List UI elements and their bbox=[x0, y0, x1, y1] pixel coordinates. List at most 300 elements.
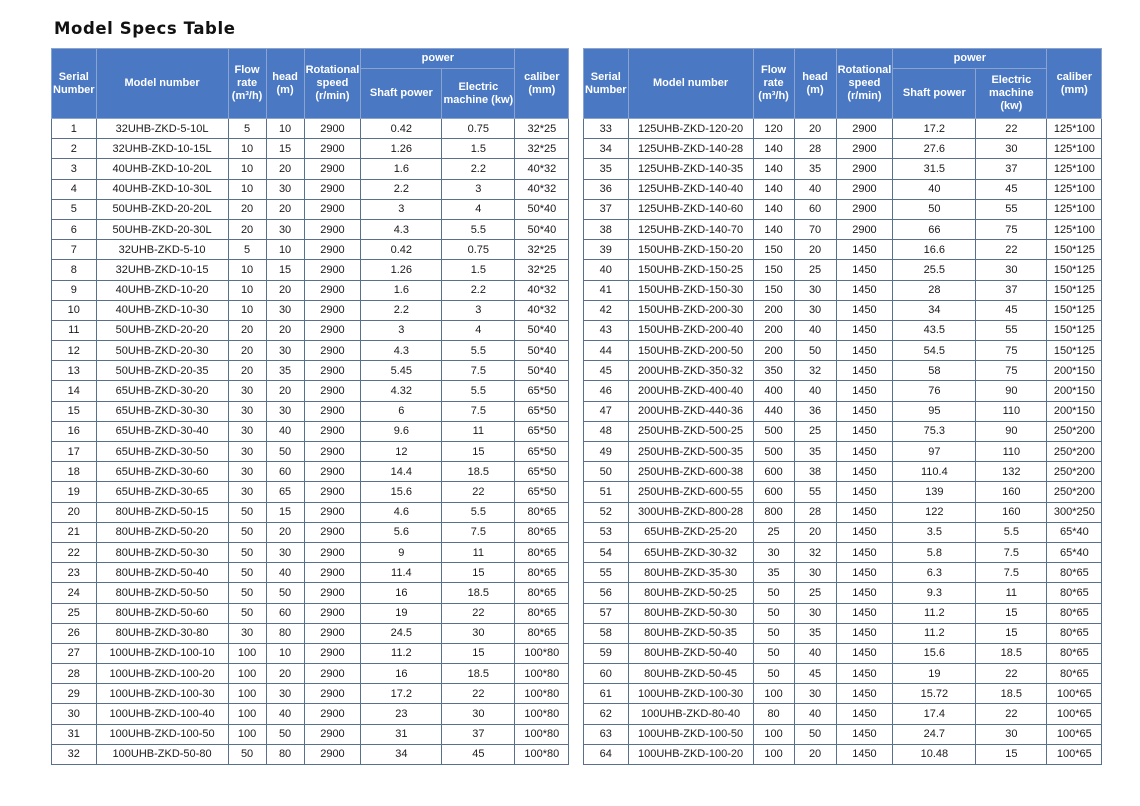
cell-head: 60 bbox=[266, 603, 304, 623]
cell-caliber: 65*50 bbox=[515, 401, 569, 421]
cell-caliber: 80*65 bbox=[515, 542, 569, 562]
cell-model: 65UHB-ZKD-30-30 bbox=[96, 401, 228, 421]
cell-rotation: 2900 bbox=[304, 381, 361, 401]
cell-shaft-power: 11.2 bbox=[893, 603, 976, 623]
cell-model: 65UHB-ZKD-30-20 bbox=[96, 381, 228, 401]
cell-electric-machine: 132 bbox=[976, 462, 1047, 482]
cell-electric-machine: 37 bbox=[976, 280, 1047, 300]
cell-rotation: 1450 bbox=[836, 643, 893, 663]
cell-caliber: 150*125 bbox=[1047, 300, 1102, 320]
table-row bbox=[52, 240, 569, 260]
table-row bbox=[584, 482, 1102, 502]
cell-shaft-power: 12 bbox=[361, 442, 442, 462]
cell-caliber: 100*65 bbox=[1047, 704, 1102, 724]
cell-rotation: 1450 bbox=[836, 341, 893, 361]
cell-flow: 100 bbox=[228, 724, 266, 744]
cell-serial: 35 bbox=[584, 159, 629, 179]
table-row bbox=[584, 119, 1102, 139]
cell-model: 125UHB-ZKD-120-20 bbox=[628, 119, 753, 139]
cell-caliber: 80*65 bbox=[515, 583, 569, 603]
cell-electric-machine: 30 bbox=[442, 704, 515, 724]
cell-model: 40UHB-ZKD-10-30 bbox=[96, 300, 228, 320]
cell-rotation: 1450 bbox=[836, 522, 893, 542]
cell-caliber: 65*50 bbox=[515, 462, 569, 482]
cell-electric-machine: 15 bbox=[976, 603, 1047, 623]
cell-electric-machine: 22 bbox=[442, 482, 515, 502]
cell-head: 35 bbox=[266, 361, 304, 381]
cell-model: 150UHB-ZKD-200-40 bbox=[628, 320, 753, 340]
table-row bbox=[52, 623, 569, 643]
cell-shaft-power: 5.6 bbox=[361, 522, 442, 542]
cell-flow: 100 bbox=[228, 664, 266, 684]
cell-caliber: 80*65 bbox=[515, 603, 569, 623]
cell-electric-machine: 22 bbox=[442, 684, 515, 704]
cell-model: 125UHB-ZKD-140-40 bbox=[628, 179, 753, 199]
cell-model: 50UHB-ZKD-20-20 bbox=[96, 320, 228, 340]
cell-flow: 200 bbox=[753, 320, 794, 340]
cell-model: 80UHB-ZKD-50-60 bbox=[96, 603, 228, 623]
cell-head: 70 bbox=[794, 219, 836, 239]
cell-head: 30 bbox=[266, 341, 304, 361]
cell-head: 60 bbox=[794, 199, 836, 219]
cell-flow: 5 bbox=[228, 240, 266, 260]
table-row bbox=[584, 421, 1102, 441]
cell-head: 40 bbox=[794, 320, 836, 340]
cell-head: 40 bbox=[794, 643, 836, 663]
cell-model: 65UHB-ZKD-30-65 bbox=[96, 482, 228, 502]
cell-electric-machine: 22 bbox=[976, 664, 1047, 684]
cell-rotation: 2900 bbox=[304, 159, 361, 179]
cell-flow: 100 bbox=[753, 744, 794, 764]
cell-shaft-power: 11.4 bbox=[361, 563, 442, 583]
cell-model: 80UHB-ZKD-35-30 bbox=[628, 563, 753, 583]
cell-caliber: 40*32 bbox=[515, 179, 569, 199]
cell-rotation: 2900 bbox=[304, 522, 361, 542]
cell-electric-machine: 5.5 bbox=[976, 522, 1047, 542]
cell-electric-machine: 5.5 bbox=[442, 381, 515, 401]
table-row bbox=[584, 139, 1102, 159]
cell-model: 100UHB-ZKD-100-30 bbox=[628, 684, 753, 704]
cell-flow: 150 bbox=[753, 280, 794, 300]
cell-serial: 32 bbox=[52, 744, 97, 764]
cell-electric-machine: 5.5 bbox=[442, 219, 515, 239]
cell-model: 40UHB-ZKD-10-20 bbox=[96, 280, 228, 300]
cell-electric-machine: 11 bbox=[442, 542, 515, 562]
cell-caliber: 100*65 bbox=[1047, 684, 1102, 704]
cell-electric-machine: 2.2 bbox=[442, 280, 515, 300]
table-row bbox=[52, 199, 569, 219]
cell-electric-machine: 18.5 bbox=[442, 583, 515, 603]
table-row bbox=[584, 623, 1102, 643]
cell-flow: 30 bbox=[228, 623, 266, 643]
cell-serial: 60 bbox=[584, 664, 629, 684]
cell-caliber: 100*80 bbox=[515, 724, 569, 744]
cell-flow: 50 bbox=[753, 664, 794, 684]
table-row bbox=[52, 583, 569, 603]
table-row bbox=[52, 401, 569, 421]
cell-flow: 30 bbox=[228, 401, 266, 421]
header-caliber: caliber (mm) bbox=[1047, 49, 1102, 119]
cell-rotation: 2900 bbox=[304, 300, 361, 320]
cell-model: 32UHB-ZKD-5-10L bbox=[96, 119, 228, 139]
table-row bbox=[52, 704, 569, 724]
cell-caliber: 100*80 bbox=[515, 664, 569, 684]
cell-rotation: 2900 bbox=[304, 744, 361, 764]
cell-caliber: 40*32 bbox=[515, 159, 569, 179]
cell-model: 100UHB-ZKD-100-50 bbox=[96, 724, 228, 744]
cell-caliber: 80*65 bbox=[515, 623, 569, 643]
cell-rotation: 1450 bbox=[836, 260, 893, 280]
cell-serial: 4 bbox=[52, 179, 97, 199]
cell-model: 125UHB-ZKD-140-60 bbox=[628, 199, 753, 219]
cell-serial: 63 bbox=[584, 724, 629, 744]
cell-flow: 10 bbox=[228, 179, 266, 199]
cell-head: 30 bbox=[794, 684, 836, 704]
cell-shaft-power: 122 bbox=[893, 502, 976, 522]
cell-electric-machine: 18.5 bbox=[976, 643, 1047, 663]
cell-head: 20 bbox=[266, 320, 304, 340]
cell-head: 50 bbox=[266, 583, 304, 603]
table-row bbox=[584, 240, 1102, 260]
cell-head: 30 bbox=[794, 603, 836, 623]
cell-shaft-power: 3.5 bbox=[893, 522, 976, 542]
cell-model: 250UHB-ZKD-600-38 bbox=[628, 462, 753, 482]
cell-head: 30 bbox=[266, 179, 304, 199]
cell-serial: 2 bbox=[52, 139, 97, 159]
cell-model: 150UHB-ZKD-200-50 bbox=[628, 341, 753, 361]
header-electric-machine: Electric machine (kw) bbox=[442, 69, 515, 119]
cell-electric-machine: 110 bbox=[976, 442, 1047, 462]
cell-serial: 24 bbox=[52, 583, 97, 603]
cell-flow: 20 bbox=[228, 320, 266, 340]
cell-model: 80UHB-ZKD-50-40 bbox=[96, 563, 228, 583]
cell-head: 50 bbox=[266, 442, 304, 462]
cell-head: 20 bbox=[794, 119, 836, 139]
cell-caliber: 50*40 bbox=[515, 320, 569, 340]
table-row bbox=[52, 219, 569, 239]
cell-rotation: 1450 bbox=[836, 320, 893, 340]
header-serial-number: Serial Number bbox=[52, 49, 97, 119]
cell-rotation: 1450 bbox=[836, 603, 893, 623]
cell-serial: 30 bbox=[52, 704, 97, 724]
cell-rotation: 1450 bbox=[836, 280, 893, 300]
cell-rotation: 1450 bbox=[836, 401, 893, 421]
table-row bbox=[584, 583, 1102, 603]
cell-model: 200UHB-ZKD-350-32 bbox=[628, 361, 753, 381]
cell-caliber: 125*100 bbox=[1047, 159, 1102, 179]
cell-electric-machine: 22 bbox=[976, 119, 1047, 139]
cell-electric-machine: 7.5 bbox=[442, 522, 515, 542]
cell-flow: 440 bbox=[753, 401, 794, 421]
table-row bbox=[584, 260, 1102, 280]
cell-rotation: 2900 bbox=[304, 280, 361, 300]
cell-model: 80UHB-ZKD-50-50 bbox=[96, 583, 228, 603]
cell-serial: 10 bbox=[52, 300, 97, 320]
cell-rotation: 2900 bbox=[304, 603, 361, 623]
cell-shaft-power: 58 bbox=[893, 361, 976, 381]
cell-model: 80UHB-ZKD-50-30 bbox=[628, 603, 753, 623]
cell-electric-machine: 160 bbox=[976, 482, 1047, 502]
cell-serial: 26 bbox=[52, 623, 97, 643]
cell-model: 80UHB-ZKD-50-25 bbox=[628, 583, 753, 603]
cell-head: 15 bbox=[266, 502, 304, 522]
cell-electric-machine: 22 bbox=[442, 603, 515, 623]
cell-rotation: 2900 bbox=[304, 664, 361, 684]
cell-serial: 16 bbox=[52, 421, 97, 441]
cell-shaft-power: 66 bbox=[893, 219, 976, 239]
cell-model: 200UHB-ZKD-440-36 bbox=[628, 401, 753, 421]
cell-caliber: 32*25 bbox=[515, 139, 569, 159]
cell-shaft-power: 15.6 bbox=[361, 482, 442, 502]
table-row bbox=[52, 744, 569, 764]
cell-caliber: 80*65 bbox=[1047, 643, 1102, 663]
cell-shaft-power: 2.2 bbox=[361, 179, 442, 199]
cell-serial: 51 bbox=[584, 482, 629, 502]
table-row bbox=[584, 603, 1102, 623]
cell-flow: 50 bbox=[228, 563, 266, 583]
table-row bbox=[584, 643, 1102, 663]
cell-flow: 10 bbox=[228, 159, 266, 179]
table-row bbox=[52, 684, 569, 704]
cell-serial: 17 bbox=[52, 442, 97, 462]
table-row bbox=[584, 159, 1102, 179]
cell-shaft-power: 17.2 bbox=[361, 684, 442, 704]
cell-caliber: 65*40 bbox=[1047, 522, 1102, 542]
cell-shaft-power: 31 bbox=[361, 724, 442, 744]
cell-shaft-power: 34 bbox=[361, 744, 442, 764]
cell-rotation: 1450 bbox=[836, 300, 893, 320]
cell-model: 65UHB-ZKD-30-40 bbox=[96, 421, 228, 441]
specs-table-left bbox=[51, 48, 569, 765]
cell-serial: 27 bbox=[52, 643, 97, 663]
cell-head: 45 bbox=[794, 664, 836, 684]
cell-caliber: 80*65 bbox=[1047, 603, 1102, 623]
cell-model: 125UHB-ZKD-140-70 bbox=[628, 219, 753, 239]
cell-shaft-power: 50 bbox=[893, 199, 976, 219]
table-row bbox=[584, 280, 1102, 300]
cell-caliber: 250*200 bbox=[1047, 442, 1102, 462]
cell-serial: 34 bbox=[584, 139, 629, 159]
cell-model: 32UHB-ZKD-5-10 bbox=[96, 240, 228, 260]
cell-shaft-power: 6.3 bbox=[893, 563, 976, 583]
cell-flow: 30 bbox=[228, 381, 266, 401]
cell-flow: 80 bbox=[753, 704, 794, 724]
cell-shaft-power: 1.26 bbox=[361, 260, 442, 280]
header-shaft-power: Shaft power bbox=[893, 69, 976, 119]
cell-flow: 10 bbox=[228, 300, 266, 320]
cell-flow: 200 bbox=[753, 341, 794, 361]
cell-caliber: 80*65 bbox=[515, 522, 569, 542]
cell-shaft-power: 4.3 bbox=[361, 341, 442, 361]
cell-shaft-power: 1.26 bbox=[361, 139, 442, 159]
cell-serial: 15 bbox=[52, 401, 97, 421]
specs-table-right bbox=[583, 48, 1102, 765]
cell-electric-machine: 22 bbox=[976, 240, 1047, 260]
cell-serial: 64 bbox=[584, 744, 629, 764]
cell-caliber: 50*40 bbox=[515, 199, 569, 219]
cell-caliber: 50*40 bbox=[515, 219, 569, 239]
cell-shaft-power: 97 bbox=[893, 442, 976, 462]
cell-electric-machine: 90 bbox=[976, 381, 1047, 401]
cell-serial: 59 bbox=[584, 643, 629, 663]
cell-caliber: 200*150 bbox=[1047, 401, 1102, 421]
cell-serial: 49 bbox=[584, 442, 629, 462]
cell-rotation: 1450 bbox=[836, 361, 893, 381]
cell-model: 200UHB-ZKD-400-40 bbox=[628, 381, 753, 401]
cell-serial: 25 bbox=[52, 603, 97, 623]
cell-shaft-power: 28 bbox=[893, 280, 976, 300]
cell-electric-machine: 1.5 bbox=[442, 260, 515, 280]
header-model-number: Model number bbox=[628, 49, 753, 119]
cell-caliber: 100*80 bbox=[515, 704, 569, 724]
cell-rotation: 2900 bbox=[836, 119, 893, 139]
cell-shaft-power: 4.32 bbox=[361, 381, 442, 401]
table-row bbox=[52, 341, 569, 361]
cell-flow: 500 bbox=[753, 442, 794, 462]
cell-electric-machine: 15 bbox=[976, 623, 1047, 643]
cell-shaft-power: 17.4 bbox=[893, 704, 976, 724]
cell-electric-machine: 75 bbox=[976, 219, 1047, 239]
cell-rotation: 2900 bbox=[304, 260, 361, 280]
cell-model: 80UHB-ZKD-50-40 bbox=[628, 643, 753, 663]
cell-flow: 30 bbox=[228, 442, 266, 462]
header-head: head (m) bbox=[266, 49, 304, 119]
cell-rotation: 2900 bbox=[304, 643, 361, 663]
table-row bbox=[584, 381, 1102, 401]
cell-head: 15 bbox=[266, 260, 304, 280]
table-row bbox=[52, 280, 569, 300]
cell-rotation: 1450 bbox=[836, 421, 893, 441]
cell-electric-machine: 75 bbox=[976, 341, 1047, 361]
cell-flow: 200 bbox=[753, 300, 794, 320]
cell-caliber: 40*32 bbox=[515, 300, 569, 320]
cell-caliber: 150*125 bbox=[1047, 320, 1102, 340]
cell-flow: 30 bbox=[228, 421, 266, 441]
cell-rotation: 2900 bbox=[836, 159, 893, 179]
cell-model: 100UHB-ZKD-100-50 bbox=[628, 724, 753, 744]
cell-serial: 56 bbox=[584, 583, 629, 603]
cell-caliber: 100*80 bbox=[515, 684, 569, 704]
cell-shaft-power: 19 bbox=[361, 603, 442, 623]
cell-electric-machine: 15 bbox=[976, 744, 1047, 764]
cell-shaft-power: 43.5 bbox=[893, 320, 976, 340]
cell-rotation: 2900 bbox=[304, 704, 361, 724]
cell-rotation: 2900 bbox=[304, 442, 361, 462]
cell-electric-machine: 30 bbox=[976, 260, 1047, 280]
cell-head: 32 bbox=[794, 542, 836, 562]
cell-model: 100UHB-ZKD-100-40 bbox=[96, 704, 228, 724]
cell-model: 150UHB-ZKD-150-30 bbox=[628, 280, 753, 300]
cell-head: 40 bbox=[266, 563, 304, 583]
cell-shaft-power: 11.2 bbox=[361, 643, 442, 663]
cell-caliber: 125*100 bbox=[1047, 119, 1102, 139]
cell-flow: 30 bbox=[228, 462, 266, 482]
cell-serial: 54 bbox=[584, 542, 629, 562]
cell-model: 50UHB-ZKD-20-30 bbox=[96, 341, 228, 361]
cell-head: 20 bbox=[794, 744, 836, 764]
cell-flow: 100 bbox=[228, 684, 266, 704]
cell-electric-machine: 11 bbox=[442, 421, 515, 441]
cell-model: 80UHB-ZKD-50-35 bbox=[628, 623, 753, 643]
cell-caliber: 150*125 bbox=[1047, 240, 1102, 260]
cell-rotation: 1450 bbox=[836, 482, 893, 502]
cell-head: 35 bbox=[794, 623, 836, 643]
cell-head: 80 bbox=[266, 623, 304, 643]
cell-electric-machine: 15 bbox=[442, 643, 515, 663]
cell-caliber: 80*65 bbox=[1047, 623, 1102, 643]
cell-serial: 41 bbox=[584, 280, 629, 300]
cell-flow: 50 bbox=[753, 643, 794, 663]
cell-flow: 50 bbox=[753, 583, 794, 603]
cell-head: 20 bbox=[266, 159, 304, 179]
cell-rotation: 1450 bbox=[836, 563, 893, 583]
cell-rotation: 1450 bbox=[836, 442, 893, 462]
cell-model: 150UHB-ZKD-150-25 bbox=[628, 260, 753, 280]
cell-serial: 20 bbox=[52, 502, 97, 522]
table-row bbox=[52, 159, 569, 179]
cell-flow: 140 bbox=[753, 199, 794, 219]
cell-serial: 62 bbox=[584, 704, 629, 724]
cell-shaft-power: 0.42 bbox=[361, 119, 442, 139]
cell-serial: 13 bbox=[52, 361, 97, 381]
cell-rotation: 2900 bbox=[304, 199, 361, 219]
cell-head: 30 bbox=[266, 542, 304, 562]
cell-shaft-power: 9.6 bbox=[361, 421, 442, 441]
cell-rotation: 2900 bbox=[304, 623, 361, 643]
cell-head: 30 bbox=[266, 300, 304, 320]
cell-head: 20 bbox=[266, 280, 304, 300]
cell-electric-machine: 90 bbox=[976, 421, 1047, 441]
cell-serial: 61 bbox=[584, 684, 629, 704]
cell-rotation: 2900 bbox=[304, 139, 361, 159]
table-row bbox=[584, 361, 1102, 381]
cell-electric-machine: 5.5 bbox=[442, 341, 515, 361]
table-row bbox=[52, 320, 569, 340]
cell-rotation: 2900 bbox=[304, 119, 361, 139]
cell-serial: 31 bbox=[52, 724, 97, 744]
cell-electric-machine: 3 bbox=[442, 179, 515, 199]
cell-rotation: 1450 bbox=[836, 623, 893, 643]
cell-head: 20 bbox=[266, 199, 304, 219]
cell-rotation: 1450 bbox=[836, 744, 893, 764]
cell-electric-machine: 160 bbox=[976, 502, 1047, 522]
cell-electric-machine: 2.2 bbox=[442, 159, 515, 179]
cell-rotation: 2900 bbox=[304, 563, 361, 583]
cell-rotation: 2900 bbox=[304, 724, 361, 744]
cell-serial: 6 bbox=[52, 219, 97, 239]
cell-model: 80UHB-ZKD-30-80 bbox=[96, 623, 228, 643]
table-row bbox=[584, 442, 1102, 462]
table-row bbox=[584, 704, 1102, 724]
cell-caliber: 100*80 bbox=[515, 643, 569, 663]
cell-shaft-power: 4.3 bbox=[361, 219, 442, 239]
cell-serial: 55 bbox=[584, 563, 629, 583]
cell-serial: 23 bbox=[52, 563, 97, 583]
cell-head: 30 bbox=[266, 684, 304, 704]
cell-caliber: 125*100 bbox=[1047, 179, 1102, 199]
cell-head: 25 bbox=[794, 260, 836, 280]
cell-serial: 53 bbox=[584, 522, 629, 542]
header-flow-rate: Flow rate (m³/h) bbox=[753, 49, 794, 119]
cell-caliber: 150*125 bbox=[1047, 341, 1102, 361]
cell-flow: 50 bbox=[228, 583, 266, 603]
cell-rotation: 1450 bbox=[836, 664, 893, 684]
cell-head: 32 bbox=[794, 361, 836, 381]
cell-flow: 30 bbox=[228, 482, 266, 502]
table-row bbox=[584, 199, 1102, 219]
cell-flow: 50 bbox=[228, 744, 266, 764]
cell-rotation: 1450 bbox=[836, 542, 893, 562]
